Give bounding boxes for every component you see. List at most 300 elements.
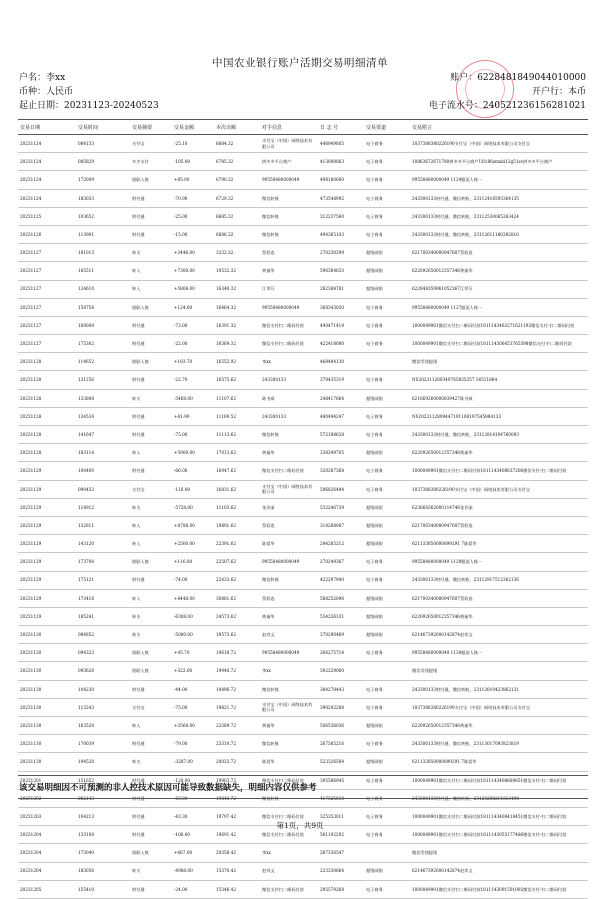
table-cell: 325353011 <box>318 807 364 825</box>
table-cell: NS2023112809447191108197545884133 <box>410 407 588 425</box>
table-cell: +3446.00 <box>172 244 214 262</box>
table-cell: 财付通 <box>130 462 172 480</box>
table-row <box>18 480 588 498</box>
table-cell: -120.00 <box>172 771 214 789</box>
table-cell: 19840.72 <box>214 789 260 807</box>
table-cell: 20231127 <box>18 244 76 262</box>
table-header-row <box>18 120 588 135</box>
table-cell: +2500.00 <box>172 535 214 553</box>
column-header: 交易金额 <box>172 120 214 135</box>
table-cell: +124.00 <box>172 298 214 316</box>
table-cell: 243300133 <box>260 407 318 425</box>
bottom-rule <box>18 775 588 776</box>
table-cell: 20231129 <box>18 535 76 553</box>
table-cell: 支付宝 <box>130 698 172 716</box>
table-cell: 19691.42 <box>214 826 260 844</box>
table-cell: 15370.42 <box>214 862 260 880</box>
table-cell: 微信支付扫二维码付款 <box>260 826 318 844</box>
table-cell: 1000049901微信支付扫二维码付款1811143408418451微信支付-扫二维码付款 <box>410 807 588 825</box>
table-cell: 318288087 <box>318 516 364 534</box>
table-cell: 113901 <box>76 225 130 243</box>
table-cell: 20231124 <box>18 171 76 189</box>
table-cell: 622092650012357346黄福华 <box>410 607 588 625</box>
table-cell: 370435319 <box>318 371 364 389</box>
table-cell: 185241 <box>76 607 130 625</box>
table-row <box>18 698 588 716</box>
table-cell: 22391.62 <box>214 535 260 553</box>
table-cell: 电子商务 <box>364 407 410 425</box>
table-row <box>18 444 588 462</box>
table-cell: 480494247 <box>318 407 364 425</box>
table-row <box>18 189 588 207</box>
table-cell: 11103.62 <box>214 498 260 516</box>
table-cell: 财付通 <box>130 426 172 444</box>
column-header: 对手信息 <box>260 120 318 135</box>
table-cell: 417325618 <box>318 789 364 807</box>
table-cell: +322.00 <box>172 662 214 680</box>
table-cell: 16369.32 <box>214 335 260 353</box>
table-cell: 20231129 <box>18 553 76 571</box>
table-cell: 20231130 <box>18 753 76 771</box>
table-cell <box>364 844 410 862</box>
column-header: 交易日期 <box>18 120 76 135</box>
table-row <box>18 371 588 389</box>
table-cell: 超级网银 <box>364 498 410 516</box>
table-cell: 转入 <box>130 280 172 298</box>
table-cell: -3287.00 <box>172 753 214 771</box>
table-cell: 1037388380226190支付宝（中国）网络技术有限公司支付宝 <box>410 135 588 153</box>
table-cell: 电子商务 <box>364 135 410 153</box>
table-cell: 财付通 <box>130 880 172 898</box>
table-cell: 395586945 <box>318 771 364 789</box>
table-cell: 转入 <box>130 444 172 462</box>
table-cell: 20231130 <box>18 644 76 662</box>
table-cell: 498180660 <box>318 171 364 189</box>
table-cell: 20231128 <box>18 353 76 371</box>
table-cell: 320287368 <box>318 462 364 480</box>
table-cell: 微信转账 <box>260 789 318 807</box>
table-cell: 338249705 <box>318 444 364 462</box>
table-cell: 267565216 <box>318 735 364 753</box>
page-indicator: 第1页，共9页 <box>276 821 324 830</box>
table-row <box>18 153 588 171</box>
table-cell: 超级网银 <box>364 535 410 553</box>
table-cell: +7300.00 <box>172 262 214 280</box>
table-row <box>18 589 588 607</box>
table-cell: 1000049901微信支付扫二维码付款1811143408689851微信支付-扫二维码付款 <box>410 771 588 789</box>
table-cell: 19940.72 <box>214 662 260 680</box>
table-cell: 082143 <box>76 789 130 807</box>
table-row <box>18 516 588 534</box>
table-cell: 20231205 <box>18 880 76 898</box>
table-cell: 电子商务 <box>364 298 410 316</box>
table-cell: 20231127 <box>18 335 76 353</box>
table-cell: 173040 <box>76 844 130 862</box>
table-cell: 转支 <box>130 389 172 407</box>
table-cell: 11107.62 <box>214 389 260 407</box>
currency-label: 币种： <box>19 87 47 97</box>
table-cell: 20231128 <box>18 444 76 462</box>
account-number-label: 账户： <box>450 73 478 83</box>
table-cell: 175302 <box>76 335 130 353</box>
table-cell: 160008 <box>76 316 130 334</box>
table-cell: 270230299 <box>318 244 364 262</box>
table-row <box>18 498 588 516</box>
table-cell: 20231124 <box>18 135 76 153</box>
table-cell: 621700340000947607蔡彩选 <box>410 516 588 534</box>
table-cell: 银联入账 <box>130 171 172 189</box>
table-cell: 468484130 <box>318 353 364 371</box>
table-cell: 电子商务 <box>364 771 410 789</box>
table-cell: 财付通 <box>130 316 172 334</box>
table-cell: -5728.00 <box>172 498 214 516</box>
table-cell: 134534 <box>76 407 130 425</box>
table-cell: 超级网银 <box>364 607 410 625</box>
table-cell: 494365103 <box>318 225 364 243</box>
table-cell: 微信转账 <box>260 680 318 698</box>
table-cell: 蔡彩选 <box>260 516 318 534</box>
table-cell: 141647 <box>76 426 130 444</box>
table-cell: 243300133财付通，微信转账，23112917512362136 <box>410 571 588 589</box>
table-cell: 电子商务 <box>364 680 410 698</box>
table-cell: 133808 <box>76 389 130 407</box>
table-cell: -6308.00 <box>172 607 214 625</box>
table-row <box>18 262 588 280</box>
column-header: 日 志 号 <box>318 120 364 135</box>
table-cell: 20231204 <box>18 862 76 880</box>
table-cell: 1000049901微信支付扫二维码付款1811143091591092微信支付-扫二维码付款 <box>410 880 588 898</box>
table-cell: 248417664 <box>318 389 364 407</box>
table-cell: +45.70 <box>172 644 214 662</box>
open-branch-label: 开户行： <box>531 87 568 97</box>
table-cell: 20231127 <box>18 280 76 298</box>
table-cell: 094322 <box>76 644 130 662</box>
table-cell: 532246739 <box>318 498 364 516</box>
table-cell: 陈书威 <box>260 389 318 407</box>
table-cell: 244285212 <box>318 535 364 553</box>
table-cell: 20231129 <box>18 589 76 607</box>
table-cell: 电子商务 <box>364 698 410 716</box>
table-cell: 20358.42 <box>214 844 260 862</box>
table-cell: 084133 <box>76 135 130 153</box>
table-cell: 295579268 <box>318 880 364 898</box>
table-cell: 370290469 <box>318 626 364 644</box>
table-cell: 243300133财付通，微信转账，23113010423862131 <box>410 680 588 698</box>
table-cell: 143120 <box>76 535 130 553</box>
table-cell: 20231129 <box>18 516 76 534</box>
table-cell: 422297940 <box>318 571 364 589</box>
table-cell: 20231203 <box>18 807 76 825</box>
table-row <box>18 717 588 735</box>
table-cell: 1037388380226190支付宝（中国）网络技术有限公司支付宝 <box>410 480 588 498</box>
account-name-label: 户名： <box>19 73 47 83</box>
table-cell: 转支 <box>130 607 172 625</box>
table-cell: 电子商务 <box>364 571 410 589</box>
table-cell: 支付宝（中国）网络技术有限公司 <box>260 698 318 716</box>
serial-number-label: 电子流水号： <box>428 101 483 111</box>
table-cell: 243300133财付通，微信转账，23112611180382810 <box>410 225 588 243</box>
table-cell: 黄福华 <box>260 607 318 625</box>
column-header: 交易摘要 <box>130 120 172 135</box>
column-header: 交易渠道 <box>364 120 410 135</box>
table-cell: 446949805 <box>318 135 364 153</box>
table-cell: -22.70 <box>172 371 214 389</box>
table-cell: 20231130 <box>18 680 76 698</box>
table-cell: 99558480000049 <box>260 171 318 189</box>
column-header: 交易附言 <box>410 120 588 135</box>
table-cell: 财付通 <box>130 335 172 353</box>
table-row <box>18 880 588 898</box>
table-cell: 6685.32 <box>214 207 260 225</box>
table-cell: 270249367 <box>318 553 364 571</box>
table-cell: 超级网银 <box>364 626 410 644</box>
table-cell: 19891.62 <box>214 516 260 534</box>
table-cell: 266275714 <box>318 644 364 662</box>
table-cell: -66.00 <box>172 462 214 480</box>
table-cell: 131256 <box>76 371 130 389</box>
table-cell: 电子商务 <box>364 480 410 498</box>
table-cell: 财付通 <box>130 680 172 698</box>
table-cell: 282388781 <box>318 280 364 298</box>
table-cell: 20231201 <box>18 771 76 789</box>
table-cell: 19896.72 <box>214 680 260 698</box>
table-cell: -75.00 <box>172 426 214 444</box>
table-row <box>18 335 588 353</box>
table-cell: 转入 <box>130 262 172 280</box>
table-cell <box>364 662 410 680</box>
table-cell: 赵寿文 <box>260 626 318 644</box>
table-cell: -43.30 <box>172 807 214 825</box>
table-cell: 江翠芬 <box>260 280 318 298</box>
table-cell: -63.00 <box>172 789 214 807</box>
table-cell: 财付通 <box>130 207 172 225</box>
date-range-label: 起止日期： <box>19 101 65 111</box>
table-cell: 多多支付 <box>130 153 172 171</box>
currency-value: 人民币 <box>46 87 74 97</box>
table-cell: 20231202 <box>18 789 76 807</box>
table-row <box>18 607 588 625</box>
table-cell: 30881.62 <box>214 589 260 607</box>
table-cell: 银联入账 <box>130 553 172 571</box>
table-cell: 超级网银 <box>364 244 410 262</box>
table-cell: 支付宝（中国）网络技术有限公司 <box>260 135 318 153</box>
table-cell: 20231130 <box>18 735 76 753</box>
table-cell: 微信转账 <box>260 207 318 225</box>
table-row <box>18 626 588 644</box>
table-cell: 20231126 <box>18 225 76 243</box>
table-cell: +667.00 <box>172 844 214 862</box>
table-cell: 243300133财付通，微信转账，23112416593364135 <box>410 189 588 207</box>
table-row <box>18 171 588 189</box>
table-cell: 20231129 <box>18 462 76 480</box>
table-cell: 243300133财付通，微信转账，23113017093823819 <box>410 735 588 753</box>
table-cell: +5900.00 <box>172 444 214 462</box>
table-cell: 19618.72 <box>214 644 260 662</box>
table-cell: 电子商务 <box>364 807 410 825</box>
table-cell: 20231128 <box>18 371 76 389</box>
footer-rule <box>18 798 588 799</box>
table-cell: 15346.42 <box>214 880 260 898</box>
table-cell: 微信支付扫二维码付款 <box>260 807 318 825</box>
table-cell: 电子商务 <box>364 225 410 243</box>
table-cell: 20231124 <box>18 153 76 171</box>
open-branch <box>532 84 586 97</box>
table-cell: 554236331 <box>318 607 364 625</box>
account-name <box>19 70 65 83</box>
table-cell: 113243 <box>76 698 130 716</box>
column-header: 交易时间 <box>76 120 130 135</box>
table-cell: 李xx <box>260 844 318 862</box>
table-row <box>18 316 588 334</box>
table-cell: 170039 <box>76 735 130 753</box>
table-cell: -75.00 <box>172 698 214 716</box>
table-cell: 621467392000142874赵寿文 <box>410 626 588 644</box>
account-number-value: 6228481849044010000 <box>477 73 586 83</box>
table-cell: 181013 <box>76 244 130 262</box>
table-cell: +8448.00 <box>172 589 214 607</box>
date-range <box>19 98 159 111</box>
table-cell: 623668362000114746张芳丽 <box>410 498 588 516</box>
table-row <box>18 225 588 243</box>
table-cell: 99558480000049 1124跟某人账一 <box>410 171 588 189</box>
table-row <box>18 735 588 753</box>
table-cell: 267336547 <box>318 844 364 862</box>
table-cell: 6785.32 <box>214 153 260 171</box>
table-cell: 20023.72 <box>214 753 260 771</box>
table-cell: 20231127 <box>18 262 76 280</box>
table-cell: 093626 <box>76 662 130 680</box>
table-cell: 电子商务 <box>364 735 410 753</box>
table-cell: 电子商务 <box>364 207 410 225</box>
table-cell: 20231124 <box>18 189 76 207</box>
table-cell: 085829 <box>76 153 130 171</box>
table-cell: 支付宝 <box>130 480 172 498</box>
table-cell: 陈爱华 <box>260 535 318 553</box>
table-cell: 微信支付扫二维码付款 <box>260 462 318 480</box>
table-cell: 090453 <box>76 480 130 498</box>
table-cell: 243300133 <box>260 371 318 389</box>
table-cell: 电子商务 <box>364 316 410 334</box>
table-row <box>18 862 588 880</box>
table-cell: 422418080 <box>318 335 364 353</box>
table-cell: 185511 <box>76 262 130 280</box>
table-cell: 23310.72 <box>214 735 260 753</box>
table-cell: 10863672671780拼多多平台商户U8186smxki12g51zc拼多多平台商户 <box>410 153 588 171</box>
table-cell: 183056 <box>76 862 130 880</box>
table-cell: 微信支付扫二维码付款 <box>260 771 318 789</box>
table-cell: 电子商务 <box>364 789 410 807</box>
table-cell: 财付通 <box>130 789 172 807</box>
table-cell: 6729.32 <box>214 189 260 207</box>
table-cell: 390242288 <box>318 698 364 716</box>
table-cell: 银联入账 <box>130 644 172 662</box>
serial-number-value: 240521236156281021 <box>482 101 586 111</box>
table-cell: 电子商务 <box>364 171 410 189</box>
table-row <box>18 753 588 771</box>
table-cell: 电子商务 <box>364 335 410 353</box>
serial-number <box>429 98 586 111</box>
table-cell: 124610 <box>76 280 130 298</box>
table-cell: 11189.52 <box>214 407 260 425</box>
disclaimer-note: 该交易明细因不可预测的非人控技术原因可能导致数据缺失，明细内容仅供参考 <box>19 783 317 793</box>
table-cell: 99558480000049 <box>260 553 318 571</box>
table-cell: 17013.62 <box>214 444 260 462</box>
table-cell: 转入 <box>130 589 172 607</box>
table-cell: 20231130 <box>18 626 76 644</box>
table-cell: 132811 <box>76 516 130 534</box>
table-cell: 财付通 <box>130 571 172 589</box>
table-row <box>18 407 588 425</box>
table-cell: 622092650012357346黄福华 <box>410 717 588 735</box>
table-cell: 6790.32 <box>214 171 260 189</box>
table-cell: 114652 <box>76 353 130 371</box>
table-row <box>18 280 588 298</box>
table-cell: 黄福华 <box>260 262 318 280</box>
table-cell: 133108 <box>76 826 130 844</box>
table-cell: 财付通 <box>130 371 172 389</box>
table-cell: 99558480000049 <box>260 298 318 316</box>
table-cell: 银联入账 <box>130 353 172 371</box>
date-range-value: 20231123-20240523 <box>64 101 159 111</box>
table-cell: 3232.32 <box>214 244 260 262</box>
table-cell: 572188638 <box>318 426 364 444</box>
table-cell: 621700340000947607蔡彩选 <box>410 244 588 262</box>
table-row <box>18 553 588 571</box>
table-cell: 104213 <box>76 807 130 825</box>
table-cell: 158758 <box>76 298 130 316</box>
table-cell: 电子商务 <box>364 826 410 844</box>
table-cell: 电子商务 <box>364 553 410 571</box>
table-cell: 微信零钱提现 <box>410 353 588 371</box>
table-cell: 超级网银 <box>364 389 410 407</box>
table-cell: 李xx <box>260 662 318 680</box>
table-cell: 电子商务 <box>364 189 410 207</box>
table-cell: 转入 <box>130 516 172 534</box>
table-cell: 银联入账 <box>130 298 172 316</box>
table-cell: 20231130 <box>18 698 76 716</box>
table-cell: 财付通 <box>130 189 172 207</box>
table-cell: 20231125 <box>18 207 76 225</box>
table-cell: 财付通 <box>130 807 172 825</box>
table-cell: 16831.62 <box>214 480 260 498</box>
table-cell: 超级网银 <box>364 280 410 298</box>
table-cell: 蔡彩选 <box>260 589 318 607</box>
table-cell: 173708 <box>76 553 130 571</box>
table-cell: 621133850000899291 7陈爱华 <box>410 535 588 553</box>
table-row <box>18 135 588 153</box>
table-row <box>18 644 588 662</box>
table-cell: 114912 <box>76 498 130 516</box>
table-cell: 19797.42 <box>214 807 260 825</box>
account-number <box>450 70 586 83</box>
table-cell: -116.00 <box>172 480 214 498</box>
table-cell: 16552.92 <box>214 353 260 371</box>
table-cell: 11113.62 <box>214 426 260 444</box>
account-name-value: 李xx <box>46 73 66 83</box>
table-cell: 6684.32 <box>214 135 260 153</box>
table-cell: 微信支付扫二维码付款 <box>260 335 318 353</box>
table-cell: 19821.72 <box>214 698 260 716</box>
table-cell: 22433.62 <box>214 571 260 589</box>
table-cell: 财付通 <box>130 225 172 243</box>
table-cell: 20231204 <box>18 826 76 844</box>
table-cell: 173418 <box>76 589 130 607</box>
table-cell: 陈爱华 <box>260 753 318 771</box>
table-cell: 微信转账 <box>260 426 318 444</box>
table-cell: 413898063 <box>318 153 364 171</box>
table-cell: 超级网银 <box>364 753 410 771</box>
table-cell: 506536036 <box>318 717 364 735</box>
